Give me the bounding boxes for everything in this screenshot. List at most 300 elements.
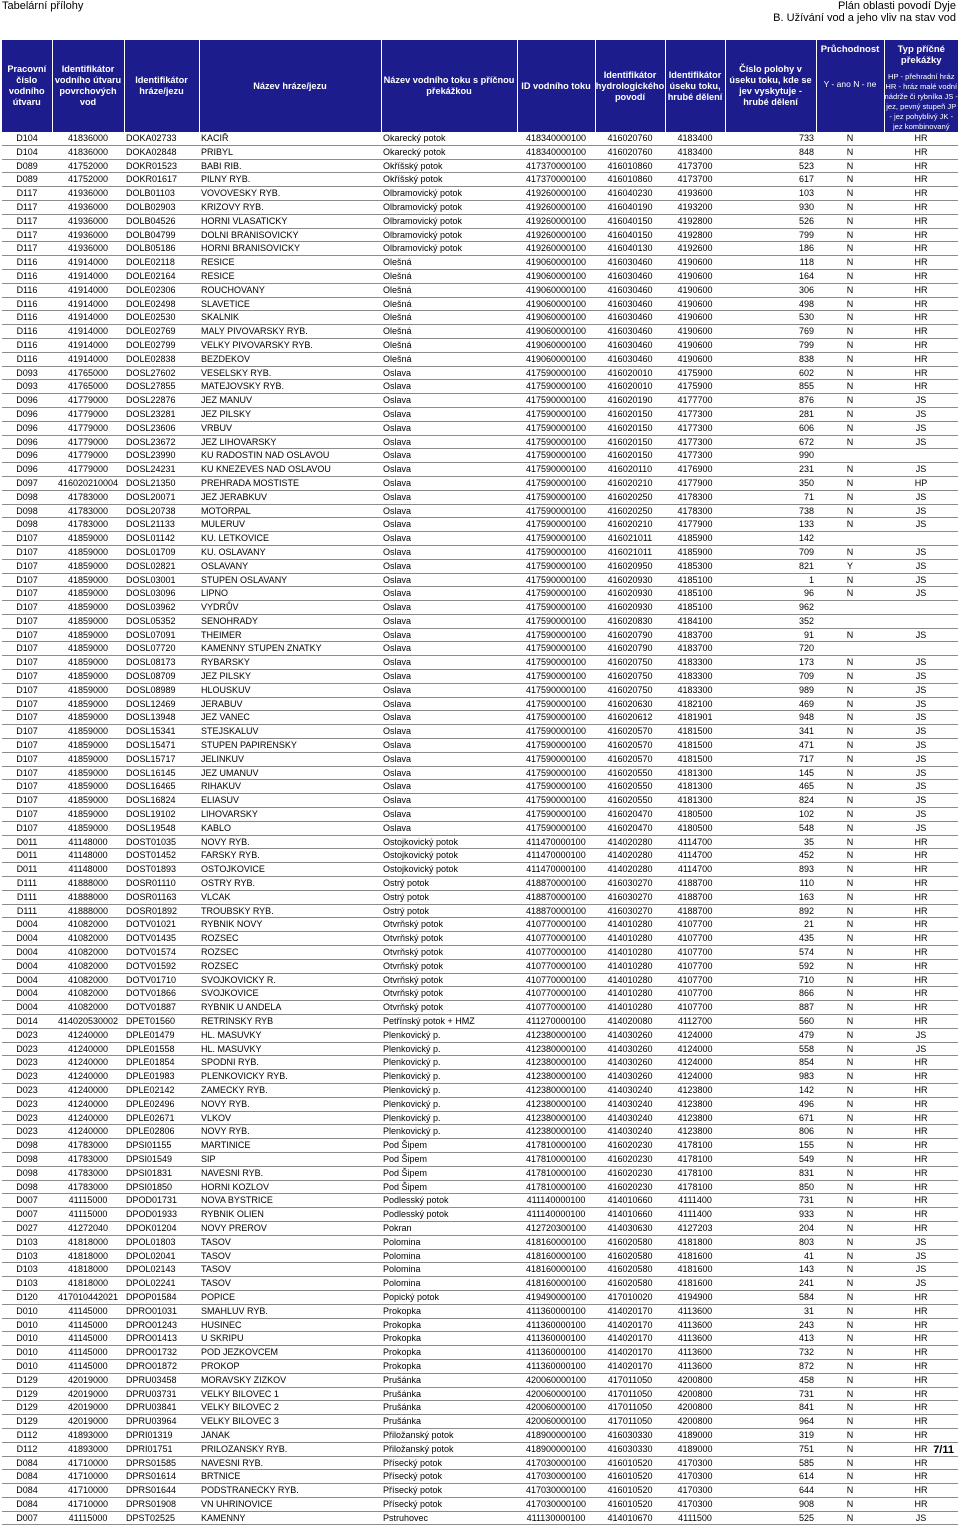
cell-stream-id: 417810000100 (517, 1166, 595, 1180)
col-header-barrier-id: Identifikátor hráze/jezu (124, 40, 199, 132)
cell-position-number: 574 (725, 946, 816, 960)
cell-work-number: D098 (2, 1152, 52, 1166)
cell-water-body-id: 41783000 (52, 1180, 124, 1194)
cell-position-number: 592 (725, 959, 816, 973)
cell-water-body-id: 41859000 (52, 559, 124, 573)
cell-barrier-type: HR (884, 1346, 958, 1360)
cell-barrier-name: VRBUV (199, 421, 381, 435)
cell-work-number: D093 (2, 366, 52, 380)
cell-basin-id: 416020580 (595, 1263, 665, 1277)
table-row (2, 725, 958, 739)
cell-position-number: 709 (725, 670, 816, 684)
cell-barrier-type: HR (884, 932, 958, 946)
cell-work-number: D107 (2, 628, 52, 642)
cell-water-body-id: 41859000 (52, 725, 124, 739)
cell-position-number: 155 (725, 1139, 816, 1153)
cell-section-id: 4178100 (665, 1180, 725, 1194)
table-row (2, 766, 958, 780)
cell-work-number: D107 (2, 711, 52, 725)
cell-passability: N (816, 587, 884, 601)
cell-barrier-name: HORNI KOZLOV (199, 1180, 381, 1194)
cell-barrier-type: HR (884, 145, 958, 159)
col-header-work-number: Pracovní číslo vodního útvaru (2, 40, 52, 132)
cell-barrier-name: HL. MASUVKY (199, 1042, 381, 1056)
cell-barrier-type (884, 449, 958, 463)
cell-stream-id: 411130000100 (517, 1511, 595, 1525)
cell-stream-id: 419490000100 (517, 1290, 595, 1304)
cell-barrier-name: JEZ PILSKY (199, 407, 381, 421)
cell-barrier-id: DPRO01413 (124, 1332, 199, 1346)
cell-position-number: 1 (725, 573, 816, 587)
cell-passability: N (816, 1484, 884, 1498)
cell-position-number: 526 (725, 214, 816, 228)
cell-position-number: 617 (725, 173, 816, 187)
cell-passability: N (816, 1373, 884, 1387)
cell-section-id: 4123800 (665, 1083, 725, 1097)
cell-barrier-type: JS (884, 435, 958, 449)
cell-stream-name: Oslava (381, 614, 517, 628)
cell-position-number: 435 (725, 932, 816, 946)
cell-stream-id: 417590000100 (517, 504, 595, 518)
cell-barrier-name: SVOJKOVICKY R. (199, 973, 381, 987)
cell-section-id: 4183300 (665, 683, 725, 697)
table-row (2, 352, 958, 366)
cell-water-body-id: 41783000 (52, 490, 124, 504)
cell-barrier-type: JS (884, 1235, 958, 1249)
table-row (2, 1290, 958, 1304)
cell-passability: N (816, 200, 884, 214)
cell-section-id: 4178100 (665, 1152, 725, 1166)
cell-barrier-name: RYBNIK NOVY (199, 918, 381, 932)
cell-section-id: 4185900 (665, 532, 725, 546)
cell-barrier-type: JS (884, 463, 958, 477)
cell-position-number: 710 (725, 973, 816, 987)
cell-passability: N (816, 1194, 884, 1208)
page-number: 7/11 (933, 1444, 954, 1456)
cell-stream-id: 419060000100 (517, 352, 595, 366)
cell-barrier-type: HR (884, 338, 958, 352)
table-row (2, 628, 958, 642)
cell-barrier-type: JS (884, 752, 958, 766)
cell-stream-id: 418870000100 (517, 877, 595, 891)
cell-water-body-id: 41914000 (52, 311, 124, 325)
cell-passability: N (816, 711, 884, 725)
cell-barrier-type: JS (884, 683, 958, 697)
cell-water-body-id: 41145000 (52, 1346, 124, 1360)
cell-barrier-name: NAVESNI RYB. (199, 1456, 381, 1470)
cell-barrier-id: DOTV01866 (124, 987, 199, 1001)
cell-stream-id: 412380000100 (517, 1056, 595, 1070)
cell-position-number: 584 (725, 1290, 816, 1304)
cell-barrier-id: DOLE02769 (124, 325, 199, 339)
cell-barrier-name: KAMENNY (199, 1511, 381, 1525)
cell-barrier-type: HR (884, 311, 958, 325)
cell-position-number: 848 (725, 145, 816, 159)
cell-passability: N (816, 670, 884, 684)
document-title (773, 0, 956, 24)
cell-barrier-name: ROZSEC (199, 932, 381, 946)
cell-barrier-name: JEZ UMANUV (199, 766, 381, 780)
cell-passability: N (816, 214, 884, 228)
cell-barrier-type: JS (884, 780, 958, 794)
cell-barrier-name: OSTRY RYB. (199, 877, 381, 891)
col-header-section-id: Identifikátor úseku toku, hrubé dělení (665, 40, 725, 132)
cell-water-body-id: 41082000 (52, 987, 124, 1001)
cell-section-id: 4190600 (665, 283, 725, 297)
cell-basin-id: 416020950 (595, 559, 665, 573)
cell-stream-id: 419060000100 (517, 297, 595, 311)
cell-water-body-id: 41148000 (52, 849, 124, 863)
cell-barrier-type: HR (884, 1001, 958, 1015)
cell-stream-id: 417590000100 (517, 808, 595, 822)
cell-section-id: 4113600 (665, 1359, 725, 1373)
cell-stream-name: Olbramovický potok (381, 242, 517, 256)
cell-position-number: 71 (725, 490, 816, 504)
cell-passability: N (816, 1304, 884, 1318)
cell-water-body-id: 41859000 (52, 780, 124, 794)
table-row (2, 1277, 958, 1291)
cell-basin-id: 417011050 (595, 1401, 665, 1415)
table-row (2, 1428, 958, 1442)
cell-barrier-name: OSLAVANY (199, 559, 381, 573)
cell-water-body-id: 41145000 (52, 1318, 124, 1332)
table-row (2, 1497, 958, 1511)
cell-section-id: 4181600 (665, 1263, 725, 1277)
cell-basin-id: 416020470 (595, 821, 665, 835)
cell-barrier-name: SPODNI RYB. (199, 1056, 381, 1070)
table-body (2, 132, 958, 1525)
cell-barrier-name: HORNI BRANISOVICKY (199, 242, 381, 256)
cell-basin-id: 416020930 (595, 601, 665, 615)
cell-stream-name: Plenkovický p. (381, 1056, 517, 1070)
table-row (2, 1373, 958, 1387)
cell-work-number: D098 (2, 1139, 52, 1153)
table-row (2, 228, 958, 242)
cell-position-number: 803 (725, 1235, 816, 1249)
cell-section-id: 4170300 (665, 1484, 725, 1498)
cell-basin-id: 416010860 (595, 173, 665, 187)
table-row (2, 338, 958, 352)
cell-stream-name: Přiložanský potok (381, 1428, 517, 1442)
cell-passability: N (816, 435, 884, 449)
col-header-position-number: Číslo polohy v úseku toku, kde se jev vyskytuje - hrubé dělení (725, 40, 816, 132)
cell-barrier-name: JEZ MANUV (199, 394, 381, 408)
cell-barrier-name: JERABUV (199, 697, 381, 711)
cell-section-id: 4185300 (665, 559, 725, 573)
table-row (2, 959, 958, 973)
table-row (2, 973, 958, 987)
cell-section-id: 4107700 (665, 1001, 725, 1015)
cell-stream-name: Oslava (381, 642, 517, 656)
table-row (2, 297, 958, 311)
cell-barrier-type: JS (884, 821, 958, 835)
cell-passability: N (816, 1497, 884, 1511)
cell-stream-name: Petřínský potok + HMZ (381, 1015, 517, 1029)
cell-position-number: 738 (725, 504, 816, 518)
cell-section-id: 4170300 (665, 1497, 725, 1511)
cell-barrier-id: DOLB04799 (124, 228, 199, 242)
cell-section-id: 4200800 (665, 1415, 725, 1429)
cell-stream-id: 418870000100 (517, 904, 595, 918)
cell-passability: N (816, 518, 884, 532)
cell-section-id: 4177300 (665, 407, 725, 421)
cell-stream-name: Oslava (381, 559, 517, 573)
cell-passability: N (816, 1235, 884, 1249)
cell-position-number: 142 (725, 532, 816, 546)
cell-position-number: 102 (725, 808, 816, 822)
cell-barrier-type: JS (884, 670, 958, 684)
cell-stream-id: 412380000100 (517, 1042, 595, 1056)
cell-section-id: 4173700 (665, 173, 725, 187)
cell-water-body-id: 41779000 (52, 449, 124, 463)
cell-water-body-id: 41779000 (52, 421, 124, 435)
cell-basin-id: 414030630 (595, 1221, 665, 1235)
cell-section-id: 4170300 (665, 1470, 725, 1484)
cell-barrier-id: DOKA02848 (124, 145, 199, 159)
cell-stream-name: Ostojkovický potok (381, 863, 517, 877)
cell-position-number: 821 (725, 559, 816, 573)
cell-basin-id: 414020280 (595, 835, 665, 849)
cell-water-body-id: 41783000 (52, 518, 124, 532)
cell-stream-name: Okarecký potok (381, 145, 517, 159)
cell-barrier-type: JS (884, 1263, 958, 1277)
cell-stream-name: Přísecký potok (381, 1456, 517, 1470)
cell-barrier-type: HR (884, 1139, 958, 1153)
cell-barrier-name: PODSTRANECKY RYB. (199, 1484, 381, 1498)
cell-position-number: 850 (725, 1180, 816, 1194)
cell-basin-id: 416020830 (595, 614, 665, 628)
cell-basin-id: 416040130 (595, 242, 665, 256)
cell-passability: N (816, 1290, 884, 1304)
cell-barrier-id: DOSL16145 (124, 766, 199, 780)
cell-work-number: D023 (2, 1056, 52, 1070)
cell-position-number: 350 (725, 476, 816, 490)
table-row (2, 739, 958, 753)
cell-barrier-type: HR (884, 159, 958, 173)
cell-passability: N (816, 256, 884, 270)
cell-barrier-name: NOVY RYB. (199, 1097, 381, 1111)
cell-barrier-id: DOSR01163 (124, 890, 199, 904)
table-row (2, 476, 958, 490)
table-row (2, 532, 958, 546)
cell-passability: N (816, 1042, 884, 1056)
cell-barrier-name: KU KNEZEVES NAD OSLAVOU (199, 463, 381, 477)
cell-barrier-name: PREHRADA MOSTISTE (199, 476, 381, 490)
cell-passability: N (816, 1001, 884, 1015)
cell-stream-name: Otvrňský potok (381, 1001, 517, 1015)
cell-work-number: D096 (2, 435, 52, 449)
cell-barrier-name: VLCAK (199, 890, 381, 904)
cell-section-id: 4112700 (665, 1015, 725, 1029)
passability-legend: Y - ano N - ne (823, 79, 877, 89)
cell-barrier-name: TASOV (199, 1249, 381, 1263)
cell-barrier-id: DOSL01709 (124, 545, 199, 559)
cell-barrier-name: BEZDEKOV (199, 352, 381, 366)
cell-stream-name: Oslava (381, 821, 517, 835)
cell-basin-id: 416040230 (595, 187, 665, 201)
cell-passability: N (816, 1387, 884, 1401)
cell-stream-name: Olešná (381, 338, 517, 352)
table-row (2, 918, 958, 932)
cell-water-body-id: 41859000 (52, 642, 124, 656)
cell-stream-id: 417590000100 (517, 587, 595, 601)
cell-water-body-id: 41779000 (52, 435, 124, 449)
cell-passability: N (816, 697, 884, 711)
cell-work-number: D084 (2, 1484, 52, 1498)
cell-barrier-type: HR (884, 1456, 958, 1470)
cell-section-id: 4107700 (665, 987, 725, 1001)
cell-basin-id: 414030260 (595, 1070, 665, 1084)
cell-stream-name: Oslava (381, 711, 517, 725)
cell-stream-id: 417590000100 (517, 683, 595, 697)
cell-work-number: D111 (2, 890, 52, 904)
cell-position-number: 671 (725, 1111, 816, 1125)
cell-stream-id: 417590000100 (517, 435, 595, 449)
cell-water-body-id: 41145000 (52, 1359, 124, 1373)
cell-stream-name: Prokopka (381, 1304, 517, 1318)
cell-barrier-id: DPOL02041 (124, 1249, 199, 1263)
cell-passability: N (816, 932, 884, 946)
cell-basin-id: 416030460 (595, 256, 665, 270)
cell-stream-id: 419260000100 (517, 200, 595, 214)
cell-work-number: D117 (2, 187, 52, 201)
cell-barrier-id: DOSL19102 (124, 808, 199, 822)
document-section-label: Tabelární přílohy (2, 0, 84, 12)
cell-stream-id: 411360000100 (517, 1332, 595, 1346)
cell-water-body-id: 41818000 (52, 1263, 124, 1277)
cell-section-id: 4123800 (665, 1097, 725, 1111)
cell-stream-name: Ostrý potok (381, 877, 517, 891)
cell-stream-id: 419060000100 (517, 311, 595, 325)
cell-position-number: 930 (725, 200, 816, 214)
cell-basin-id: 416020790 (595, 642, 665, 656)
cell-work-number: D107 (2, 614, 52, 628)
cell-water-body-id: 41836000 (52, 132, 124, 145)
cell-barrier-id: DOSL21350 (124, 476, 199, 490)
cell-stream-name: Přísecký potok (381, 1497, 517, 1511)
cell-passability: N (816, 821, 884, 835)
cell-water-body-id: 41710000 (52, 1484, 124, 1498)
table-row (2, 1359, 958, 1373)
cell-passability: N (816, 1359, 884, 1373)
cell-stream-id: 411470000100 (517, 849, 595, 863)
cell-barrier-name: HLOUSKUV (199, 683, 381, 697)
cell-passability: N (816, 394, 884, 408)
cell-barrier-name: PILNY RYB. (199, 173, 381, 187)
table-row (2, 1056, 958, 1070)
cell-basin-id: 414030240 (595, 1097, 665, 1111)
cell-basin-id: 414020280 (595, 863, 665, 877)
col-header-passability (816, 40, 884, 132)
cell-section-id: 4124000 (665, 1042, 725, 1056)
cell-barrier-name: TASOV (199, 1235, 381, 1249)
cell-barrier-id: DOSL24231 (124, 463, 199, 477)
cell-basin-id: 414010660 (595, 1208, 665, 1222)
cell-position-number: 465 (725, 780, 816, 794)
table-row (2, 849, 958, 863)
cell-position-number: 243 (725, 1318, 816, 1332)
cell-water-body-id: 41115000 (52, 1208, 124, 1222)
cell-water-body-id: 41710000 (52, 1470, 124, 1484)
cell-stream-name: Okarecký potok (381, 132, 517, 145)
table-row (2, 877, 958, 891)
cell-passability: N (816, 849, 884, 863)
cell-barrier-id: DOTV01021 (124, 918, 199, 932)
cell-position-number: 933 (725, 1208, 816, 1222)
cell-barrier-type: HR (884, 1470, 958, 1484)
cell-barrier-type: HR (884, 863, 958, 877)
cell-work-number: D107 (2, 559, 52, 573)
cell-basin-id: 416020570 (595, 739, 665, 753)
cell-position-number: 173 (725, 656, 816, 670)
cell-barrier-id: DOSL12469 (124, 697, 199, 711)
cell-barrier-id: DOSL23990 (124, 449, 199, 463)
cell-position-number: 893 (725, 863, 816, 877)
cell-water-body-id: 41859000 (52, 752, 124, 766)
cell-stream-id: 417590000100 (517, 614, 595, 628)
cell-position-number: 471 (725, 739, 816, 753)
cell-section-id: 4190600 (665, 338, 725, 352)
cell-basin-id: 416020790 (595, 628, 665, 642)
cell-position-number: 498 (725, 297, 816, 311)
cell-passability: N (816, 283, 884, 297)
cell-barrier-id: DOSL23672 (124, 435, 199, 449)
table-row (2, 435, 958, 449)
cell-stream-name: Plenkovický p. (381, 1028, 517, 1042)
cell-position-number: 887 (725, 1001, 816, 1015)
cell-water-body-id: 41082000 (52, 973, 124, 987)
cell-section-id: 4181901 (665, 711, 725, 725)
cell-section-id: 4177900 (665, 476, 725, 490)
cell-work-number: D107 (2, 821, 52, 835)
cell-stream-name: Podlesský potok (381, 1208, 517, 1222)
cell-work-number: D011 (2, 849, 52, 863)
cell-water-body-id: 41859000 (52, 656, 124, 670)
cell-position-number: 525 (725, 1511, 816, 1525)
cell-position-number: 731 (725, 1387, 816, 1401)
cell-work-number: D007 (2, 1208, 52, 1222)
cell-stream-id: 417370000100 (517, 173, 595, 187)
cell-barrier-id: DOLB02903 (124, 200, 199, 214)
cell-barrier-type: HR (884, 1015, 958, 1029)
cell-water-body-id: 41836000 (52, 145, 124, 159)
table-row (2, 559, 958, 573)
table-row (2, 490, 958, 504)
cell-barrier-type: JS (884, 794, 958, 808)
cell-work-number: D023 (2, 1125, 52, 1139)
cell-section-id: 4175900 (665, 366, 725, 380)
cell-stream-name: Oslava (381, 476, 517, 490)
cell-basin-id: 414020170 (595, 1304, 665, 1318)
table-row (2, 697, 958, 711)
cell-section-id: 4194900 (665, 1290, 725, 1304)
cell-basin-id: 416030270 (595, 877, 665, 891)
cell-stream-id: 417590000100 (517, 394, 595, 408)
cell-barrier-name: FARSKY RYB. (199, 849, 381, 863)
cell-barrier-name: BRTNICE (199, 1470, 381, 1484)
cell-barrier-type: HR (884, 1304, 958, 1318)
cell-barrier-id: DPSI01850 (124, 1180, 199, 1194)
cell-barrier-type: JS (884, 1249, 958, 1263)
cell-section-id: 4190600 (665, 297, 725, 311)
cell-barrier-name: MARTINICE (199, 1139, 381, 1153)
cell-basin-id: 416020550 (595, 766, 665, 780)
cell-passability: N (816, 159, 884, 173)
cell-water-body-id: 416020210004 (52, 476, 124, 490)
cell-basin-id: 414030260 (595, 1028, 665, 1042)
cell-basin-id: 414010280 (595, 946, 665, 960)
cell-barrier-name: HL. MASUVKY (199, 1028, 381, 1042)
